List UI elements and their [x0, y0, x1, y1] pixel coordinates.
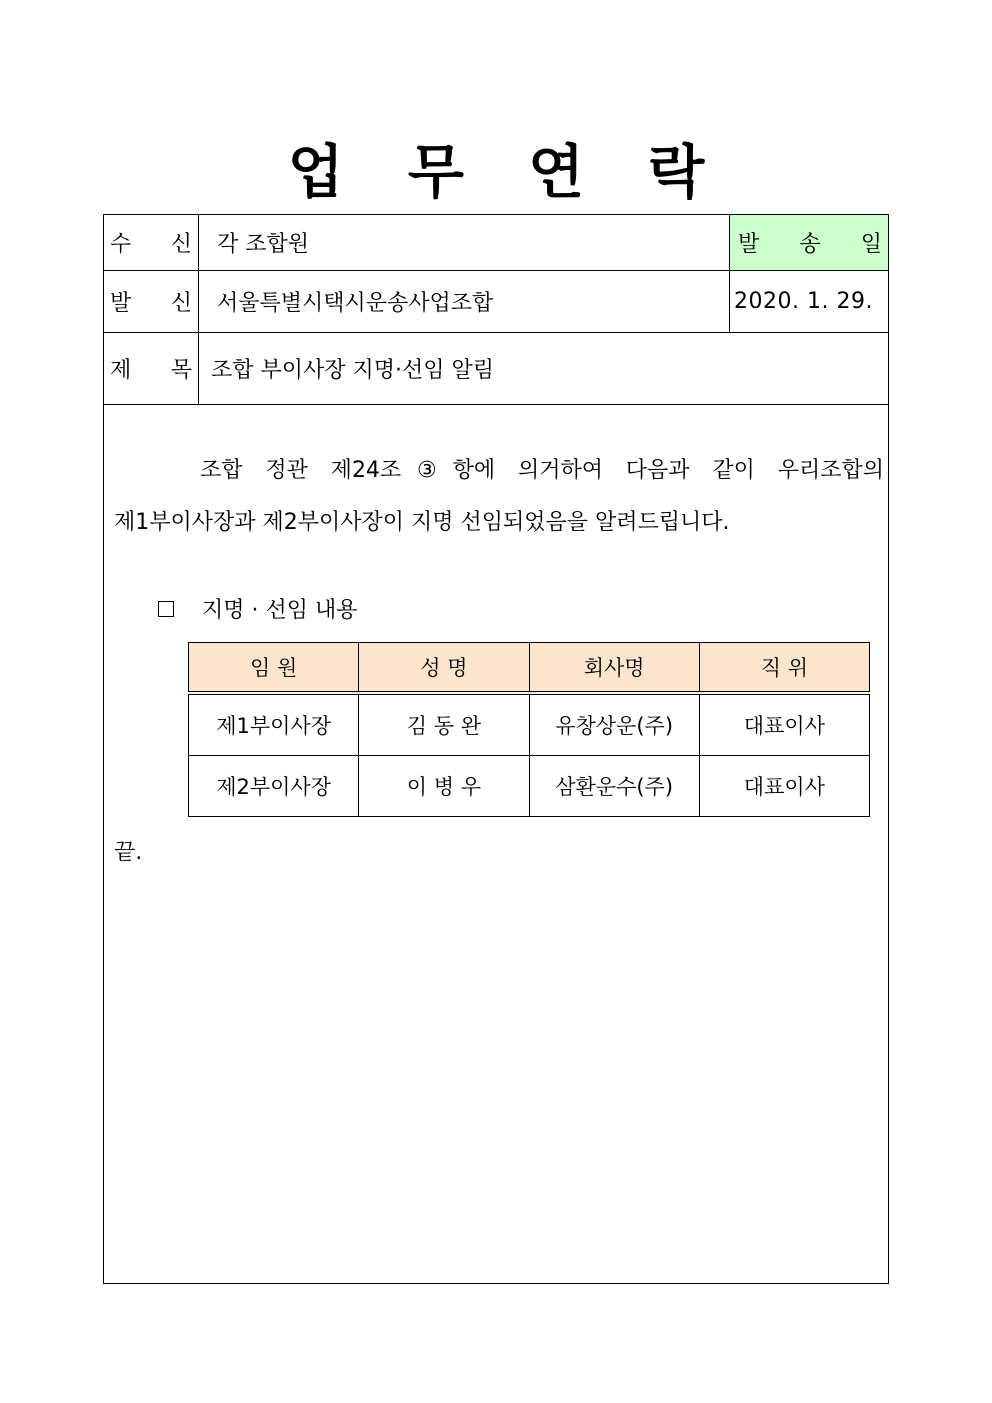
page-title	[0, 132, 992, 212]
appointment-table	[188, 642, 870, 817]
date-value: 2020. 1. 29.	[729, 271, 888, 332]
cell-role: 제1부이사장	[189, 693, 359, 756]
subject-label: 제 목	[104, 333, 199, 404]
recipient-label: 수 신	[104, 215, 199, 270]
recipient-row	[104, 215, 888, 271]
sender-label: 발 신	[104, 271, 199, 332]
cell-name: 이 병 우	[359, 756, 529, 817]
subject-row	[104, 333, 888, 405]
subject-value: 조합 부이사장 지명·선임 알림	[211, 358, 494, 383]
recipient-value: 각 조합원	[217, 232, 310, 257]
table-header-row	[189, 643, 870, 694]
cell-role: 제2부이사장	[189, 756, 359, 817]
table-row	[189, 693, 870, 756]
title-char: 무	[407, 138, 464, 206]
header-position: 직 위	[699, 643, 869, 694]
cell-position: 대표이사	[699, 756, 869, 817]
checkbox-icon	[158, 601, 174, 617]
body-paragraph	[114, 445, 884, 549]
table-row	[189, 756, 870, 817]
header-role: 임 원	[189, 643, 359, 694]
title-char: 연	[528, 138, 585, 206]
sender-row	[104, 271, 888, 333]
cell-position: 대표이사	[699, 693, 869, 756]
paragraph-line-1: 조합 정관 제24조③항에 의거하여 다음과 같이 우리조합의	[200, 458, 884, 483]
sender-value: 서울특별시택시운송사업조합	[217, 291, 494, 316]
cell-company: 유창상운(주)	[529, 693, 699, 756]
paragraph-line-2: 제1부이사장과 제2부이사장이 지명 선임되었음을 알려드립니다.	[114, 510, 730, 535]
section-title: 지명 · 선임 내용	[202, 598, 358, 623]
closing-mark: 끝.	[114, 840, 143, 865]
cell-name: 김 동 완	[359, 693, 529, 756]
title-char: 업	[287, 138, 344, 206]
memo-frame	[103, 214, 889, 1284]
section-heading	[158, 593, 358, 624]
date-label: 발 송 일	[729, 215, 888, 270]
cell-company: 삼환운수(주)	[529, 756, 699, 817]
header-name: 성 명	[359, 643, 529, 694]
header-company: 회사명	[529, 643, 699, 694]
title-char: 락	[648, 138, 705, 206]
